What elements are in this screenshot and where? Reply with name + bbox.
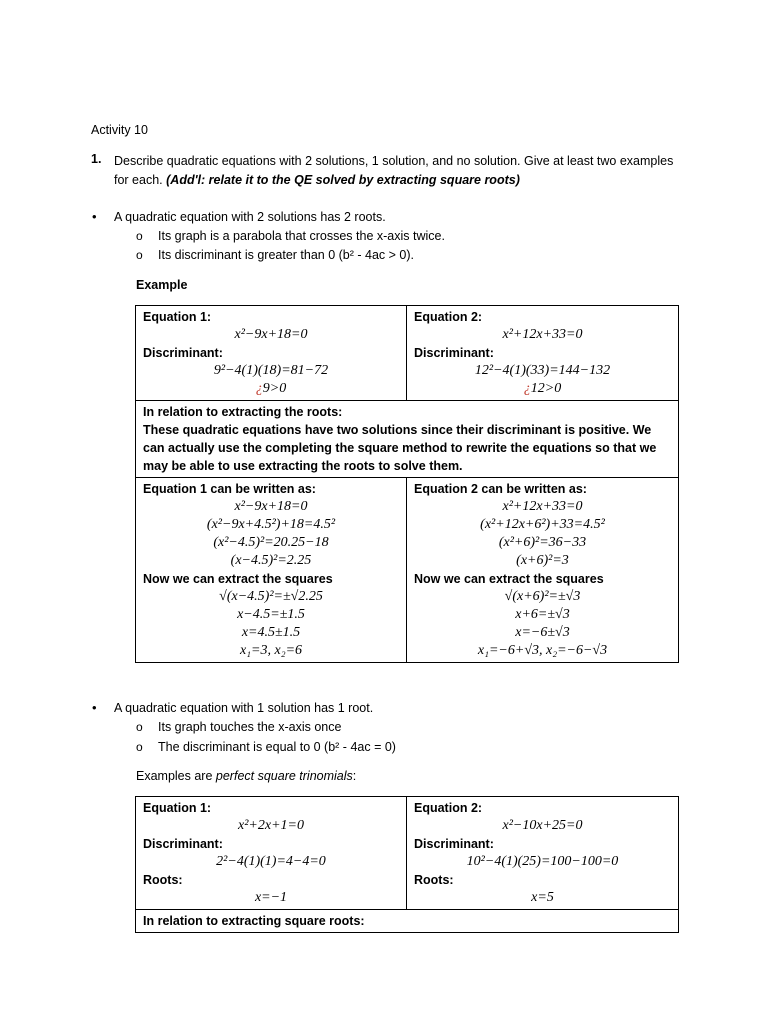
eq2-label: Equation 2: bbox=[414, 310, 483, 324]
eq2-roots-label: Roots: bbox=[414, 873, 454, 887]
bullet-icon: • bbox=[92, 209, 97, 224]
eq2-disc-line1: 12²−4(1)(33)=144−132 bbox=[474, 363, 611, 378]
eq2-disc-label: Discriminant: bbox=[414, 837, 494, 851]
eq1-steps-cell bbox=[136, 478, 407, 663]
eq2-extract-label: Now we can extract the squares bbox=[414, 572, 604, 586]
eq1-disc-label: Discriminant: bbox=[143, 346, 223, 360]
bullet-icon: • bbox=[92, 700, 97, 715]
one-solution-bullet: A quadratic equation with 1 solution has 1 root. bbox=[114, 701, 374, 715]
eq2-cell bbox=[407, 306, 679, 401]
table-row bbox=[136, 401, 679, 478]
question-addl-note: (Add'l: relate it to the QE solved by extracting square roots) bbox=[166, 173, 520, 187]
examples-suffix: : bbox=[352, 769, 357, 783]
eq2-extract-step: √(x+6)²=±√3 bbox=[504, 589, 581, 604]
eq1-equation: x²+2x+1=0 bbox=[238, 818, 304, 833]
circle-bullet-icon: o bbox=[136, 740, 143, 754]
eq2-label: Equation 2: bbox=[414, 801, 483, 815]
eq2-disc-mark: ¿ bbox=[523, 381, 531, 396]
eq2-equation: x²−10x+25=0 bbox=[502, 818, 583, 833]
relation-text: These quadratic equations have two solutions since their discriminant is positive. We can actually use the completing the square method to rewrite the equations so that we may be able to use extracting the roots to solve them. bbox=[143, 423, 657, 473]
examples-prefix: Examples are bbox=[136, 769, 216, 783]
question-number: 1. bbox=[91, 152, 102, 166]
eq1-step: (x²−9x+4.5²)+18=4.5² bbox=[206, 517, 336, 532]
eq2-root: x=5 bbox=[531, 890, 554, 905]
examples-emphasis: perfect square trinomials bbox=[215, 769, 353, 783]
eq2-written-label: Equation 2 can be written as: bbox=[414, 482, 587, 496]
one-solution-sub-2: The discriminant is equal to 0 (b² - 4ac = 0) bbox=[158, 740, 396, 754]
eq2-disc-value: 12>0 bbox=[530, 381, 562, 396]
eq1-disc-line2 bbox=[143, 380, 399, 398]
relation-label: In relation to extracting the roots: bbox=[143, 405, 343, 419]
eq1-disc-line1: 9²−4(1)(18)=81−72 bbox=[213, 363, 329, 378]
question-body: Describe quadratic equations with 2 solutions, 1 solution, and no solution. Give at least two examples for each. bbox=[114, 154, 674, 187]
eq1-disc-value: 9>0 bbox=[262, 381, 287, 396]
eq1-step: (x−4.5)²=2.25 bbox=[230, 553, 312, 568]
eq1-extract-step: x=4.5±1.5 bbox=[241, 625, 301, 640]
two-solutions-sub-1: Its graph is a parabola that crosses the x-axis twice. bbox=[158, 229, 445, 243]
eq1-root: x=−1 bbox=[254, 890, 288, 905]
eq1-disc: 2²−4(1)(1)=4−4=0 bbox=[216, 854, 326, 869]
examples-line bbox=[136, 769, 356, 783]
activity-title: Activity 10 bbox=[91, 123, 148, 137]
eq1-extract-label: Now we can extract the squares bbox=[143, 572, 333, 586]
eq2-step: (x²+12x+6²)+33=4.5² bbox=[480, 517, 605, 532]
table-row bbox=[136, 306, 679, 401]
eq2-step: (x²+6)²=36−33 bbox=[498, 535, 587, 550]
eq2-disc: 10²−4(1)(25)=100−100=0 bbox=[466, 854, 619, 869]
two-solutions-bullet: A quadratic equation with 2 solutions has 2 roots. bbox=[114, 210, 386, 224]
eq2-equation: x²+12x+33=0 bbox=[502, 327, 583, 342]
circle-bullet-icon: o bbox=[136, 248, 143, 262]
one-solution-sub-1: Its graph touches the x-axis once bbox=[158, 720, 342, 734]
relation-cell bbox=[136, 910, 679, 933]
eq2-disc-line2 bbox=[414, 380, 671, 398]
eq2-step: (x+6)²=3 bbox=[516, 553, 569, 568]
table-row bbox=[136, 478, 679, 663]
eq1-extract-step: x₁=3, x₂=6 bbox=[239, 643, 303, 658]
relation-cell bbox=[136, 401, 679, 478]
eq1-disc-label: Discriminant: bbox=[143, 837, 223, 851]
eq1-written-label: Equation 1 can be written as: bbox=[143, 482, 316, 496]
two-solutions-table bbox=[135, 305, 679, 663]
eq1-disc-mark: ¿ bbox=[255, 381, 263, 396]
two-solutions-sub-2: Its discriminant is greater than 0 (b² - 4ac > 0). bbox=[158, 248, 415, 262]
eq1-roots-label: Roots: bbox=[143, 873, 183, 887]
eq1-cell bbox=[136, 306, 407, 401]
eq1-label: Equation 1: bbox=[143, 310, 212, 324]
eq2-disc-label: Discriminant: bbox=[414, 346, 494, 360]
question-text bbox=[114, 152, 674, 190]
eq2-extract-step: x+6=±√3 bbox=[515, 607, 570, 622]
eq1-extract-step: x−4.5=±1.5 bbox=[237, 607, 305, 622]
eq2-step: x²+12x+33=0 bbox=[502, 499, 583, 514]
eq2-extract-step: x₁=−6+√3, x₂=−6−√3 bbox=[477, 643, 608, 658]
eq1-cell bbox=[136, 797, 407, 910]
eq1-label: Equation 1: bbox=[143, 801, 212, 815]
one-solution-table bbox=[135, 796, 679, 933]
table-row bbox=[136, 797, 679, 910]
eq1-equation: x²−9x+18=0 bbox=[234, 327, 308, 342]
eq1-step: (x²−4.5)²=20.25−18 bbox=[213, 535, 329, 550]
eq2-extract-step: x=−6±√3 bbox=[515, 625, 570, 640]
table-row bbox=[136, 910, 679, 933]
example-label: Example bbox=[136, 278, 188, 292]
relation-label: In relation to extracting square roots: bbox=[143, 914, 365, 928]
eq2-steps-cell bbox=[407, 478, 679, 663]
eq1-step: x²−9x+18=0 bbox=[234, 499, 308, 514]
circle-bullet-icon: o bbox=[136, 229, 143, 243]
circle-bullet-icon: o bbox=[136, 720, 143, 734]
eq2-cell bbox=[407, 797, 679, 910]
eq1-extract-step: √(x−4.5)²=±√2.25 bbox=[219, 589, 323, 604]
